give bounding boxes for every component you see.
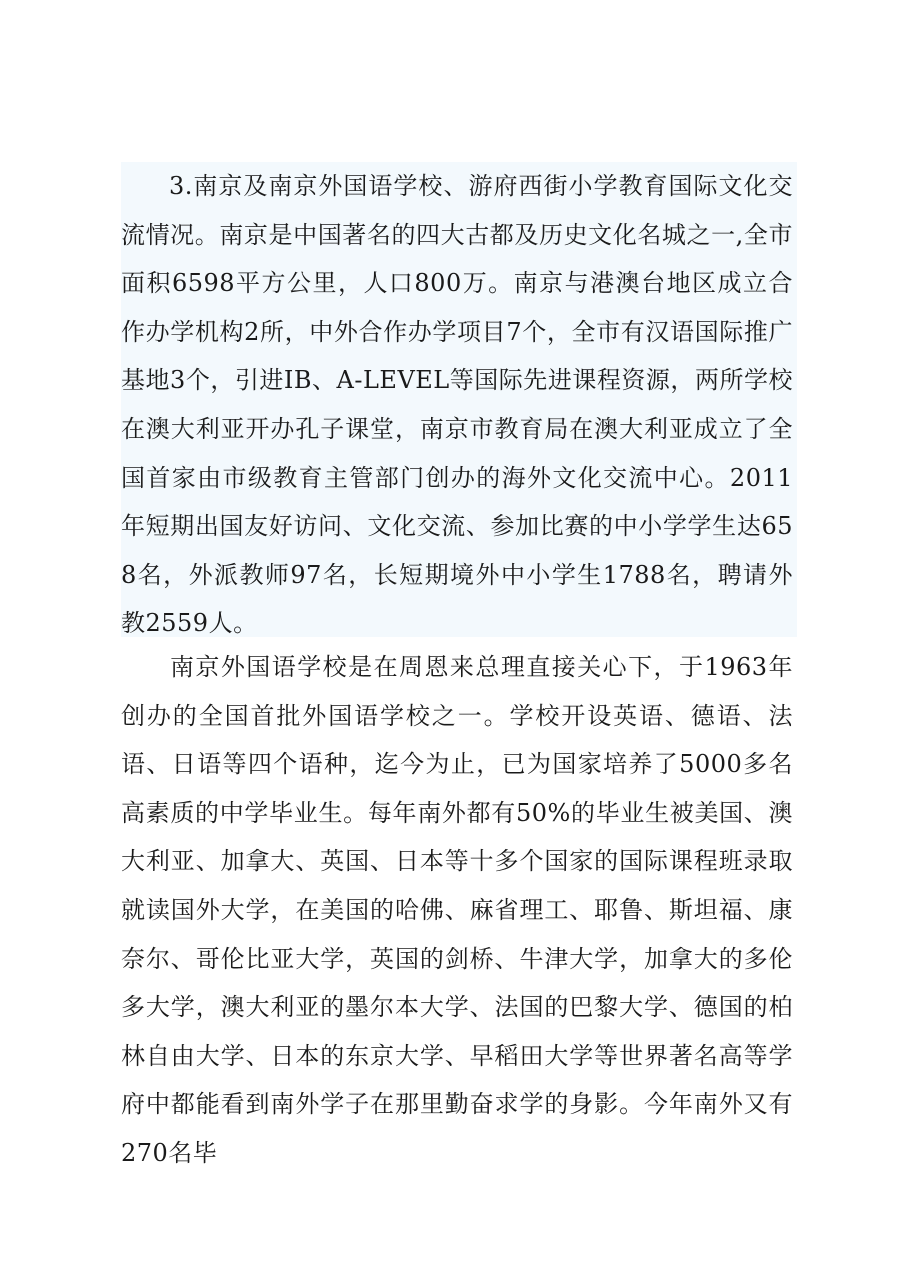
paragraph-2 xyxy=(121,643,793,1178)
paragraph-2-text: 南京外国语学校是在周恩来总理直接关心下，于1963年创办的全国首批外国语学校之一。学校开设英语、德语、法语、日语等四个语种，迄今为止，已为国家培养了5000多名高素质的中学毕业生。每年南外都有50%的毕业生被美国、澳大利亚、加拿大、英国、日本等十多个国家的国际课程班录取就读国外大学，在美国的哈佛、麻省理工、耶鲁、斯坦福、康奈尔、哥伦比亚大学，英国的剑桥、牛津大学，加拿大的多伦多大学，澳大利亚的墨尔本大学、法国的巴黎大学、德国的柏林自由大学、日本的东京大学、早稻田大学等世界著名高等学府中都能看到南外学子在那里勤奋求学的身影。今年南外又有270名毕 xyxy=(121,653,793,1167)
paragraph-1-text: 3.南京及南京外国语学校、游府西街小学教育国际文化交流情况。南京是中国著名的四大古都及历史文化名城之一,全市面积6598平方公里，人口800万。南京与港澳台地区成立合作办学机构2所，中外合作办学项目7个，全市有汉语国际推广基地3个，引进IB、A-LEVEL等国际先进课程资源，两所学校在澳大利亚开办孔子课堂，南京市教育局在澳大利亚成立了全国首家由市级教育主管部门创办的海外文化交流中心。2011年短期出国友好访问、文化交流、参加比赛的中小学学生达658名，外派教师97名，长短期境外中小学生1788名，聘请外教2559人。 xyxy=(121,172,793,638)
paragraph-1 xyxy=(121,162,797,637)
